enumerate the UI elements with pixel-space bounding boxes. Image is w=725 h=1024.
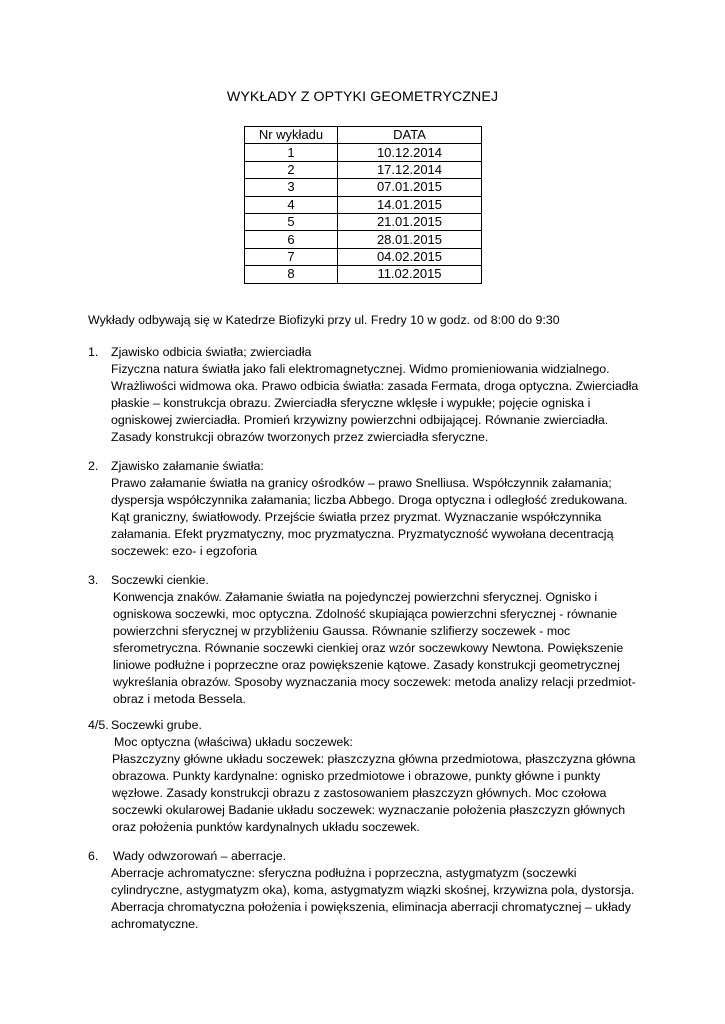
lecture-date: 07.01.2015 [338,179,482,196]
lecture-number: 6 [245,231,338,248]
body-line: Konwencja znaków. Załamanie światła na pojedynczej powierzchni sferycznej. Ognisko i [113,590,598,604]
intro-paragraph: Wykłady odbywają się w Katedrze Biofizyki przy ul. Fredry 10 w godz. od 8:00 do 9:30 [88,313,560,327]
lecture-section [88,458,628,560]
lecture-section [88,848,635,933]
header-date: DATA [338,127,482,144]
body-line: ogniskowa soczewki, moc optyczna. Zdolność skupiająca powierzchni sferycznej - równanie [113,607,618,621]
lecture-date: 28.01.2015 [338,231,482,248]
body-line: Aberracja chromatyczna położenia i powiększenia, eliminacja aberracji chromatycznej – układy [111,900,631,914]
body-line: achromatyczne. [111,917,199,931]
table-row [245,179,482,196]
body-line: obraz i metoda Bessela. [113,692,246,706]
lecture-section [88,572,636,708]
section-heading [88,344,615,361]
body-line: soczewek: ezo- i egzoforia [111,544,258,558]
section-body [111,475,628,560]
table-row [245,213,482,230]
section-title: Soczewki cienkie. [111,573,209,587]
body-line: Prawo załamanie światła na granicy ośrodków – prawo Snelliusa. Współczynnik załamania; [111,476,612,490]
body-line: sferometryczna. Równanie soczewki cienkiej oraz wzór soczewkowy Newtona. Powiększenie [113,641,624,655]
section-number: 6. [88,849,99,863]
table-row [245,266,482,283]
lecture-number: 4 [245,196,338,213]
table-header-row [245,127,482,144]
section-heading [88,717,611,734]
body-line: obrazowa. Punkty kardynalne: ognisko przedmiotowe i obrazowe, punkty główne i punkty [112,769,601,783]
section-body [113,589,636,708]
section-body [111,361,638,446]
section-body [111,865,634,933]
body-line: załamania. Efekt pryzmatyczny, moc pryzmatyczna. Pryzmatyczność wywołana decentracją [111,527,614,541]
body-line: liniowe podłużne i poprzeczne oraz powiększenie kątowe. Zasady konstrukcji geometrycznej [113,658,620,672]
table-row [245,161,482,178]
table-row [245,231,482,248]
lecture-number: 3 [245,179,338,196]
body-line: oraz położenia punktów kardynalnych układu soczewek. [112,820,420,834]
lecture-schedule-table [244,126,482,284]
document-title: WYKŁADY Z OPTYKI GEOMETRYCZNEJ [226,89,499,105]
section-number: 3. [88,573,99,587]
body-line: płaskie – konstrukcja obrazu. Zwierciadła sferyczne wklęsłe i wypukłe; pojęcie ogniska i [111,396,591,410]
lecture-number: 7 [245,248,338,265]
lecture-section [88,717,636,836]
lecture-section [88,344,639,446]
table-row [245,196,482,213]
lecture-date: 10.12.2014 [338,144,482,161]
lecture-date: 11.02.2015 [338,266,482,283]
section-heading [88,572,611,589]
lecture-date: 21.01.2015 [338,213,482,230]
section-title: Wady odwzorowań – aberracje. [113,849,287,863]
section-number: 2. [88,459,99,473]
body-line: Wrażliwości widmowa oka. Prawo odbicia światła: zasada Fermata, droga optyczna. Zwierciadła [111,379,639,393]
section-title: Zjawisko odbicia światła; zwierciadła [111,345,312,359]
body-line: Zasady konstrukcji obrazów tworzonych przez zwierciadła sferyczne. [111,430,489,444]
lecture-date: 04.02.2015 [338,248,482,265]
section-title: Zjawisko załamanie światła: [111,459,264,473]
lecture-date: 17.12.2014 [338,161,482,178]
section-heading [88,848,611,865]
body-line: Kąt graniczny, światłowody. Przejście światła przez pryzmat. Wyznaczanie współczynnika [111,510,602,524]
body-line: ogniskowej zwierciadła. Promień krzywizny powierzchni odbijającej. Równanie zwierciadła. [111,413,609,427]
section-number: 1. [88,345,99,359]
section-heading [88,458,605,475]
lecture-number: 2 [245,161,338,178]
table-row [245,144,482,161]
lecture-number: 1 [245,144,338,161]
section-title: Soczewki grube. [111,718,202,732]
body-line: Płaszczyzny główne układu soczewek: płaszczyzna główna przedmiotowa, płaszczyzna główna [112,752,636,766]
body-line: Aberracje achromatyczne: sferyczna podłużna i poprzeczna, astygmatyzm (soczewki [111,866,577,880]
header-lecture-number: Nr wykładu [245,127,338,144]
body-line: Fizyczna natura światła jako fali elektromagnetycznej. Widmo promieniowania widzialnego. [111,362,610,376]
section-number: 4/5. [88,718,109,732]
body-line: powierzchni sferycznej w przybliżeniu Gaussa. Równanie szlifierzy soczewek - moc [113,624,571,638]
lecture-number: 8 [245,266,338,283]
section-body [112,734,635,836]
body-line: cylindryczne, astygmatyzm oka), koma, astygmatyzm wiązki skośnej, krzywizna pola, dystorsja. [111,883,635,897]
lecture-date: 14.01.2015 [338,196,482,213]
table-row [245,248,482,265]
lecture-number: 5 [245,213,338,230]
body-line: dyspersja współczynnika załamania; liczba Abbego. Droga optyczna i odległość zredukowana. [111,493,628,507]
body-line: Moc optyczna (właściwa) układu soczewek: [114,735,353,749]
body-line: wykreślania obrazów. Sposoby wyznaczania mocy soczewek: metoda analizy relacji przedmiot- [113,675,636,689]
body-line: soczewki okularowej Badanie układu soczewek: wyznaczanie położenia płaszczyzn głównych [112,803,626,817]
body-line: węzłowe. Zasady konstrukcji obrazu z zastosowaniem płaszczyzn głównych. Moc czołowa [112,786,607,800]
